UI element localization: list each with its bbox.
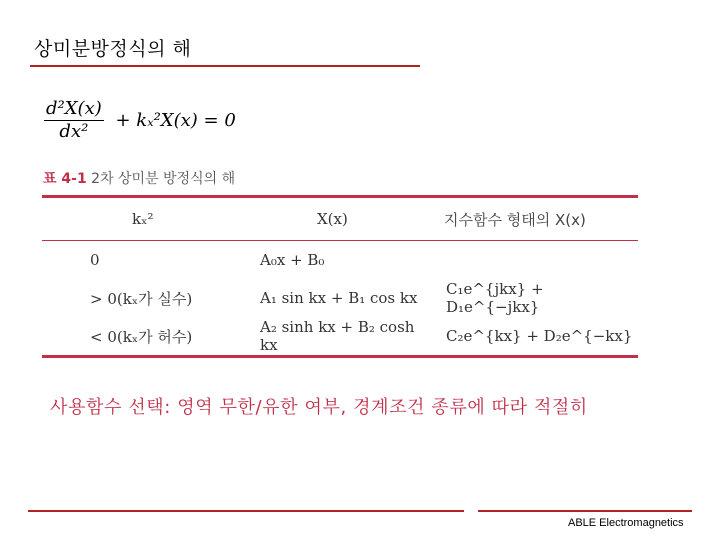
table-row (42, 317, 638, 355)
table-cell: < 0(kₓ가 허수) (90, 327, 193, 346)
table-cell: A₀x + B₀ (260, 251, 325, 269)
table-cell: A₂ sinh kx + B₂ cosh kx (260, 318, 415, 354)
equation-numerator: d²X(x) (46, 98, 102, 119)
table-row (42, 279, 638, 317)
function-selection-note: 사용함수 선택: 영역 무한/유한 여부, 경계조건 종류에 따라 적절히 (50, 397, 588, 418)
table-header-cell: X(x) (317, 210, 348, 228)
table-row (42, 241, 638, 279)
table-cell: C₁e^{jkx} + D₁e^{−jkx} (446, 280, 544, 316)
table-caption-tag: 표 4-1 (43, 171, 87, 187)
table-cell: C₂e^{kx} + D₂e^{−kx} (446, 327, 633, 345)
table-header-cell: 지수함수 형태의 X(x) (444, 210, 586, 229)
solution-table (42, 195, 638, 358)
table-header-cell: kₓ² (132, 210, 154, 228)
table-caption-text: 2차 상미분 방정식의 해 (91, 171, 236, 187)
table-cell: A₁ sin kx + B₁ cos kx (260, 289, 418, 307)
equation-rest: + kₓ²X(x) = 0 (115, 110, 236, 131)
equation-fraction (44, 98, 104, 143)
table-header-row (42, 198, 638, 240)
table-bottom-rule (42, 355, 638, 358)
title-underline (30, 65, 420, 67)
ode-equation (44, 98, 236, 143)
table-cell: > 0(kₓ가 실수) (90, 289, 193, 308)
table-cell: 0 (90, 251, 100, 269)
equation-denominator: dx² (59, 121, 89, 142)
slide-title: 상미분방정식의 해 (34, 38, 192, 60)
footer-rule-right (478, 510, 692, 512)
footer-rule-left (28, 510, 464, 512)
table-caption (43, 168, 235, 188)
footer-brand: ABLE Electromagnetics (568, 517, 684, 529)
